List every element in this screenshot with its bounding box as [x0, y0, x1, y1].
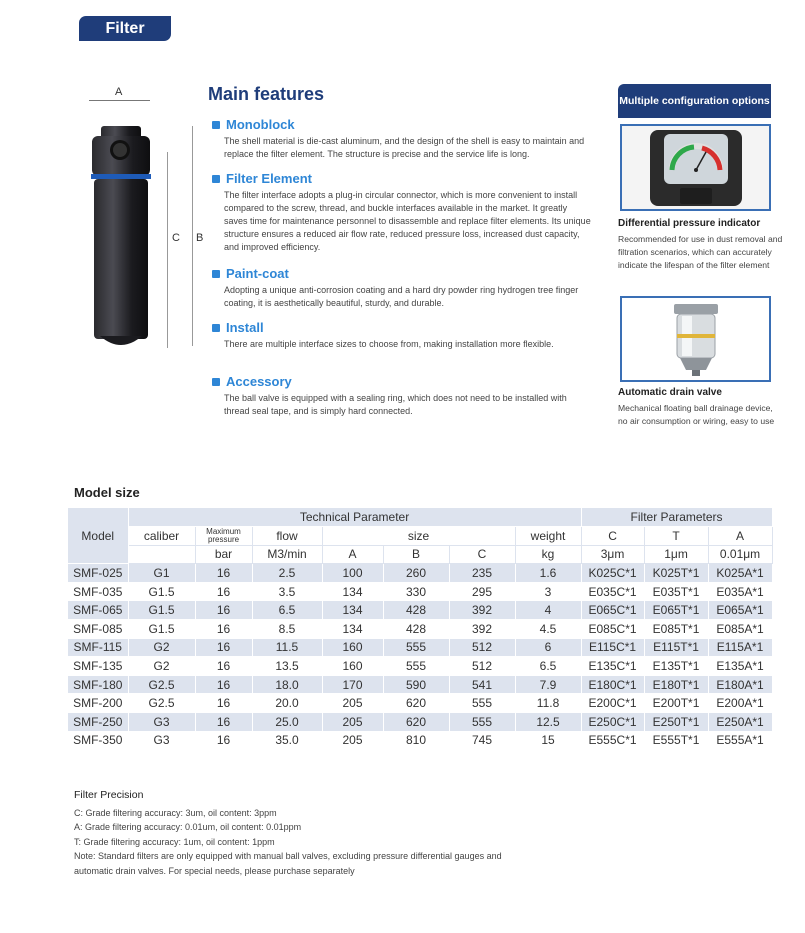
table-cell: E200T*1	[644, 694, 708, 713]
table-cell: E180C*1	[581, 675, 644, 694]
table-row	[68, 582, 772, 601]
table-cell: 16	[195, 564, 252, 583]
table-cell: 3	[515, 582, 581, 601]
table-cell: 555	[383, 638, 449, 657]
table-cell: G2	[128, 657, 195, 676]
table-cell: E115A*1	[708, 638, 772, 657]
drain-valve-image-box	[620, 296, 771, 382]
table-cell: 160	[322, 638, 383, 657]
table-cell: E555T*1	[644, 731, 708, 750]
main-features-section	[208, 84, 593, 105]
table-body	[68, 564, 772, 750]
table-cell: 330	[383, 582, 449, 601]
table-cell: E065A*1	[708, 601, 772, 620]
feature-title: Monoblock	[226, 117, 295, 132]
table-cell: E250C*1	[581, 713, 644, 732]
table-cell: 35.0	[252, 731, 322, 750]
feature-text: The filter interface adopts a plug-in circular connector, which is more convenient to install compared to the screw, thread, and buckle interfaces available in the market. It greatly saves time for maintenance personnel to disassemble and replace filter elements. Its unique structure ensures a reduced air flow rate, reduced pressure loss, increased dust capacity, and improved efficiency.	[224, 190, 591, 252]
table-cell: 235	[449, 564, 515, 583]
feature-title: Paint-coat	[226, 266, 289, 281]
table-cell: SMF-350	[68, 731, 128, 750]
feature-title: Accessory	[226, 374, 292, 389]
table-cell: 6.5	[252, 601, 322, 620]
table-cell: E555A*1	[708, 731, 772, 750]
table-cell: E035T*1	[644, 582, 708, 601]
table-cell: 18.0	[252, 675, 322, 694]
table-cell: 392	[449, 620, 515, 639]
table-cell: 590	[383, 675, 449, 694]
unit-t-micron: 1μm	[644, 545, 708, 564]
table-cell: E115T*1	[644, 638, 708, 657]
table-cell: E250T*1	[644, 713, 708, 732]
unit-caliber	[128, 545, 195, 564]
table-cell: SMF-250	[68, 713, 128, 732]
unit-bar: bar	[195, 545, 252, 564]
table-cell: 16	[195, 638, 252, 657]
dimension-b-label: B	[196, 232, 204, 244]
unit-c-micron: 3μm	[581, 545, 644, 564]
unit-a-micron: 0.01μm	[708, 545, 772, 564]
dimension-a-label: A	[115, 86, 123, 98]
pressure-gauge-icon	[622, 126, 769, 209]
table-cell: 3.5	[252, 582, 322, 601]
table-cell: E180T*1	[644, 675, 708, 694]
table-cell: 20.0	[252, 694, 322, 713]
table-cell: 134	[322, 620, 383, 639]
product-illustration	[80, 80, 220, 360]
filter-housing-image	[90, 126, 152, 348]
model-size-title: Model size	[74, 485, 140, 500]
model-size-table	[68, 508, 773, 750]
feature-accessory	[212, 374, 592, 418]
table-cell: G1.5	[128, 601, 195, 620]
table-row	[68, 694, 772, 713]
table-cell: 260	[383, 564, 449, 583]
table-cell: K025A*1	[708, 564, 772, 583]
table-cell: G1	[128, 564, 195, 583]
header-model: Model	[68, 508, 128, 564]
gauge-option-text: Recommended for use in dust removal and filtration scenarios, which can accurately indicate the lifespan of the filter element	[618, 234, 783, 270]
header-flow: flow	[252, 527, 322, 546]
table-cell: 555	[449, 713, 515, 732]
feature-monoblock	[212, 117, 592, 161]
table-row	[68, 564, 772, 583]
gauge-option-title: Differential pressure indicator	[618, 218, 761, 229]
table-cell: E085A*1	[708, 620, 772, 639]
feature-filter-element	[212, 171, 592, 254]
table-cell: E135T*1	[644, 657, 708, 676]
table-row	[68, 675, 772, 694]
feature-text: The ball valve is equipped with a sealing ring, which does not need to be installed with thread seal tape, and is simply hard connected.	[224, 393, 567, 416]
table-cell: 100	[322, 564, 383, 583]
dimension-a-line	[89, 100, 150, 101]
header-caliber: caliber	[128, 527, 195, 546]
table-cell: SMF-180	[68, 675, 128, 694]
precision-line: A: Grade filtering accuracy: 0.01um, oil content: 0.01ppm	[74, 822, 302, 833]
table-cell: 11.5	[252, 638, 322, 657]
header-size: size	[322, 527, 515, 546]
table-cell: E555C*1	[581, 731, 644, 750]
filter-precision-section	[74, 789, 594, 878]
header-c: C	[581, 527, 644, 546]
table-cell: 8.5	[252, 620, 322, 639]
table-cell: G3	[128, 731, 195, 750]
table-cell: 4	[515, 601, 581, 620]
precision-line: automatic drain valves. For special needs, please purchase separately	[74, 865, 355, 876]
table-cell: 6.5	[515, 657, 581, 676]
table-cell: 428	[383, 601, 449, 620]
table-cell: 6	[515, 638, 581, 657]
precision-line: Note: Standard filters are only equipped with manual ball valves, excluding pressure differential gauges and	[74, 851, 502, 862]
drain-option-text: Mechanical floating ball drainage device, no air consumption or wiring, easy to use	[618, 403, 775, 426]
drain-valve-icon	[622, 298, 769, 380]
table-cell: G3	[128, 713, 195, 732]
dimension-c-line	[167, 152, 168, 348]
feature-text: The shell material is die-cast aluminum, and the design of the shell is easy to maintain and replace the filter element. The structure is precise and the service life is long.	[224, 136, 585, 159]
table-cell: 392	[449, 601, 515, 620]
feature-title: Install	[226, 320, 264, 335]
table-cell: G2	[128, 638, 195, 657]
unit-size-c: C	[449, 545, 515, 564]
table-cell: 620	[383, 694, 449, 713]
table-row	[68, 601, 772, 620]
table-cell: SMF-065	[68, 601, 128, 620]
table-cell: 13.5	[252, 657, 322, 676]
table-cell: 555	[383, 657, 449, 676]
feature-title: Filter Element	[226, 171, 312, 186]
bullet-icon	[212, 175, 220, 183]
table-cell: 512	[449, 638, 515, 657]
main-features-title: Main features	[208, 84, 325, 104]
table-cell: 205	[322, 713, 383, 732]
table-cell: 7.9	[515, 675, 581, 694]
table-cell: SMF-200	[68, 694, 128, 713]
table-cell: G1.5	[128, 582, 195, 601]
header-max-pressure: Maximum pressure	[195, 527, 252, 546]
table-row	[68, 713, 772, 732]
table-cell: E085C*1	[581, 620, 644, 639]
bullet-icon	[212, 270, 220, 278]
table-row	[68, 657, 772, 676]
table-cell: SMF-135	[68, 657, 128, 676]
table-cell: 12.5	[515, 713, 581, 732]
table-cell: 134	[322, 601, 383, 620]
filter-precision-title: Filter Precision	[74, 789, 144, 801]
table-cell: 2.5	[252, 564, 322, 583]
table-cell: 16	[195, 582, 252, 601]
table-cell: E115C*1	[581, 638, 644, 657]
table-cell: 16	[195, 620, 252, 639]
table-cell: E135C*1	[581, 657, 644, 676]
feature-paint-coat	[212, 266, 592, 310]
table-cell: 15	[515, 731, 581, 750]
precision-line: T: Grade filtering accuracy: 1um, oil content: 1ppm	[74, 836, 275, 847]
feature-text: There are multiple interface sizes to choose from, making installation more flexible.	[224, 339, 554, 349]
drain-option-title: Automatic drain valve	[618, 387, 722, 398]
unit-kg: kg	[515, 545, 581, 564]
table-cell: E035A*1	[708, 582, 772, 601]
table-cell: SMF-115	[68, 638, 128, 657]
table-cell: G1.5	[128, 620, 195, 639]
table-cell: 810	[383, 731, 449, 750]
dimension-b-line	[192, 126, 193, 346]
feature-install	[212, 320, 592, 351]
bullet-icon	[212, 378, 220, 386]
header-a: A	[708, 527, 772, 546]
table-cell: E065T*1	[644, 601, 708, 620]
bullet-icon	[212, 121, 220, 129]
table-cell: 205	[322, 694, 383, 713]
table-cell: 16	[195, 601, 252, 620]
table-row	[68, 731, 772, 750]
unit-flow: M3/min	[252, 545, 322, 564]
table-cell: 16	[195, 694, 252, 713]
table-header-row	[68, 527, 772, 546]
table-cell: SMF-035	[68, 582, 128, 601]
table-cell: SMF-025	[68, 564, 128, 583]
table-cell: G2.5	[128, 694, 195, 713]
unit-size-a: A	[322, 545, 383, 564]
table-cell: SMF-085	[68, 620, 128, 639]
table-cell: 16	[195, 675, 252, 694]
table-cell: K025T*1	[644, 564, 708, 583]
table-cell: 1.6	[515, 564, 581, 583]
table-cell: E135A*1	[708, 657, 772, 676]
table-cell: K025C*1	[581, 564, 644, 583]
table-cell: E180A*1	[708, 675, 772, 694]
table-cell: 25.0	[252, 713, 322, 732]
table-cell: 428	[383, 620, 449, 639]
unit-size-b: B	[383, 545, 449, 564]
table-cell: 134	[322, 582, 383, 601]
table-cell: 11.8	[515, 694, 581, 713]
config-options-header: Multiple configuration options	[618, 84, 771, 118]
table-cell: 295	[449, 582, 515, 601]
bullet-icon	[212, 324, 220, 332]
table-cell: 16	[195, 713, 252, 732]
header-filter-parameters: Filter Parameters	[581, 508, 772, 527]
table-cell: 170	[322, 675, 383, 694]
table-cell: 555	[449, 694, 515, 713]
header-technical-parameter: Technical Parameter	[128, 508, 581, 527]
table-cell: E065C*1	[581, 601, 644, 620]
table-cell: E085T*1	[644, 620, 708, 639]
dimension-c-label: C	[172, 232, 180, 244]
table-row	[68, 638, 772, 657]
table-cell: 16	[195, 731, 252, 750]
table-cell: E250A*1	[708, 713, 772, 732]
header-weight: weight	[515, 527, 581, 546]
page-title-tab: Filter	[79, 16, 171, 41]
table-cell: E200A*1	[708, 694, 772, 713]
table-row	[68, 620, 772, 639]
header-t: T	[644, 527, 708, 546]
table-cell: 620	[383, 713, 449, 732]
table-cell: 160	[322, 657, 383, 676]
table-cell: 4.5	[515, 620, 581, 639]
table-cell: 541	[449, 675, 515, 694]
feature-text: Adopting a unique anti-corrosion coating and a hard dry powder ring hydrogen tree finger coating, it is aesthetically beautiful, sturdy, and durable.	[224, 285, 579, 308]
table-cell: 512	[449, 657, 515, 676]
table-cell: 205	[322, 731, 383, 750]
table-header-row	[68, 508, 772, 527]
table-cell: 16	[195, 657, 252, 676]
table-cell: E035C*1	[581, 582, 644, 601]
table-cell: 745	[449, 731, 515, 750]
table-cell: G2.5	[128, 675, 195, 694]
pressure-gauge-image-box	[620, 124, 771, 211]
precision-line: C: Grade filtering accuracy: 3um, oil content: 3ppm	[74, 808, 277, 818]
table-cell: E200C*1	[581, 694, 644, 713]
table-units-row	[68, 545, 772, 564]
